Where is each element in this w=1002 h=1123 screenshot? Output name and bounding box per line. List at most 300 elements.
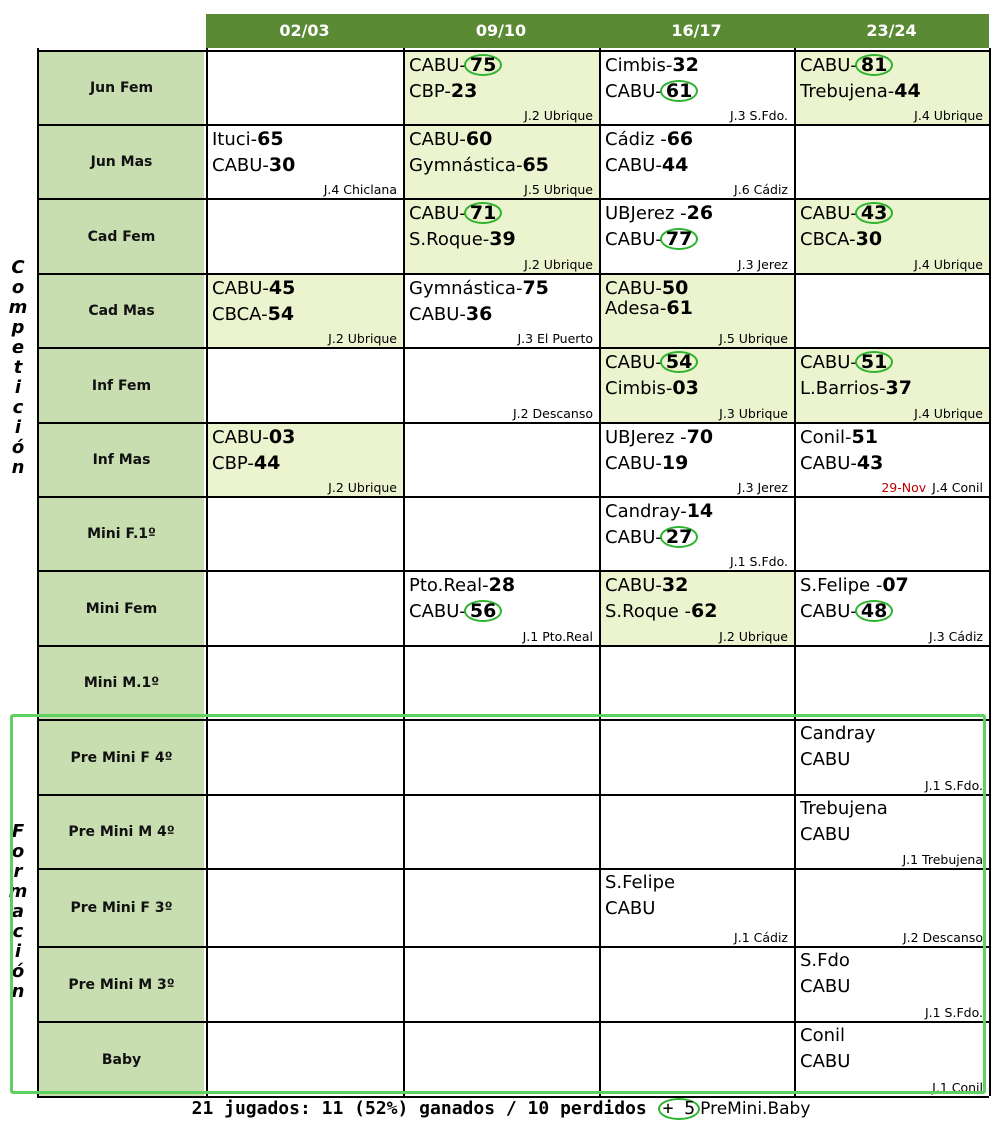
venue-text: J.1 S.Fdo. (924, 1005, 983, 1020)
column-header-02-03: 02/03 (206, 14, 403, 48)
matchday-venue (719, 331, 788, 346)
grid-hline (37, 794, 989, 796)
grid-vline (794, 48, 796, 1096)
matchday-venue (517, 331, 593, 346)
row-label-jun-fem: Jun Fem (39, 52, 204, 124)
team-name: S.Felipe (800, 575, 876, 596)
grid-hline (37, 50, 989, 52)
game-cell (796, 52, 989, 124)
team-line (212, 452, 280, 475)
venue-text: J.2 Ubrique (524, 257, 593, 272)
team-name: CABU (800, 55, 851, 76)
matchday-venue (324, 182, 397, 197)
team-name: CABU (409, 203, 460, 224)
column-header-16-17: 16/17 (599, 14, 794, 48)
team-name: CABU (800, 203, 851, 224)
venue-text: J.3 El Puerto (517, 331, 593, 346)
score: 44 (661, 154, 689, 176)
game-cell (796, 721, 989, 794)
team-name: CABU (212, 278, 263, 299)
score-dash: - (250, 129, 258, 150)
score-dash: - (515, 155, 523, 176)
side-letter: i (14, 941, 22, 962)
team-line (800, 798, 888, 820)
grid-hline (37, 719, 989, 721)
venue-text: J.4 Ubrique (914, 257, 983, 272)
score-dash: - (665, 55, 673, 76)
team-line (800, 80, 921, 103)
empty-cell (796, 498, 989, 570)
row-label-inf-fem: Inf Fem (39, 349, 204, 422)
score: 32 (661, 574, 689, 596)
row-label-mini-m-1-: Mini M.1º (39, 647, 204, 719)
team-name: UBJerez (605, 203, 681, 224)
team-name: CABU (605, 575, 656, 596)
game-cell (796, 796, 989, 868)
team-name: CABU (409, 55, 460, 76)
team-line (409, 202, 502, 225)
side-letter: F (11, 821, 25, 842)
grid-hline (37, 868, 989, 870)
team-name: CABU (800, 749, 851, 770)
venue-text: J.4 Conil (932, 480, 983, 495)
score-dash: - (879, 378, 886, 399)
grid-hline (37, 347, 989, 349)
column-header-09-10: 09/10 (403, 14, 599, 48)
score-dash: - (875, 575, 883, 596)
score-dash: - (684, 601, 691, 622)
game-cell (601, 200, 794, 273)
score-dash: - (680, 501, 687, 522)
grid-hline (37, 198, 989, 200)
matchday-venue (914, 406, 983, 421)
score: 50 (661, 277, 689, 299)
empty-cell (601, 948, 794, 1021)
score: 75 (522, 277, 549, 299)
grid-hline (37, 496, 989, 498)
venue-text: J.3 S.Fdo. (729, 108, 788, 123)
game-cell (405, 126, 599, 198)
grid-hline (37, 273, 989, 275)
team-line (409, 54, 502, 77)
score-dash: - (459, 203, 466, 224)
score-dash: - (261, 304, 268, 325)
grid-vline (37, 48, 39, 1096)
score: 07 (882, 574, 909, 596)
schedule-grid (37, 14, 989, 1096)
score-dash: - (845, 427, 852, 448)
matchday-venue (929, 629, 983, 644)
team-line (800, 54, 893, 77)
score: 61 (666, 297, 693, 319)
empty-cell (208, 796, 403, 868)
team-name: CABU (800, 976, 851, 997)
empty-cell (796, 126, 989, 198)
team-name: UBJerez (605, 427, 681, 448)
game-cell (601, 498, 794, 570)
header-corner (37, 14, 206, 48)
matchday-venue (903, 930, 983, 945)
venue-text: J.5 Ubrique (719, 331, 788, 346)
team-name: S.Roque (605, 601, 685, 622)
row-label-jun-mas: Jun Mas (39, 126, 204, 198)
team-name: CABU (800, 453, 851, 474)
score-dash: - (482, 575, 489, 596)
matchday-venue (932, 1080, 983, 1095)
team-name: Trebujena (800, 798, 888, 819)
matchday-venue (524, 257, 593, 272)
team-name: CABU (212, 155, 263, 176)
empty-cell (796, 275, 989, 347)
team-line (800, 600, 893, 623)
score: 14 (686, 500, 714, 522)
side-letter: C (11, 257, 25, 278)
team-name: CBCA (212, 304, 262, 325)
side-letter: r (13, 861, 23, 882)
venue-text: J.2 Descanso (512, 406, 593, 421)
score: 37 (885, 377, 912, 399)
score: 44 (894, 80, 921, 102)
score-dash: - (655, 453, 662, 474)
team-line (800, 723, 876, 745)
venue-text: J.1 Pto.Real (522, 629, 593, 644)
team-name: CABU (605, 81, 656, 102)
empty-cell (405, 349, 599, 422)
column-header-23-24: 23/24 (794, 14, 989, 48)
venue-text: J.3 Jerez (737, 257, 788, 272)
score-dash: - (262, 155, 269, 176)
team-line (605, 202, 713, 225)
matchday-venue (719, 629, 788, 644)
team-name: CABU (409, 129, 460, 150)
matchday-venue (513, 406, 593, 421)
score-dash: - (850, 352, 857, 373)
empty-cell (208, 948, 403, 1021)
side-letter: m (8, 881, 28, 902)
team-name: Cimbis (605, 55, 666, 76)
team-name: Candray (605, 501, 681, 522)
score: 28 (488, 574, 516, 596)
score: 65 (257, 128, 284, 150)
winning-score: 43 (855, 202, 893, 224)
matchday-venue (719, 406, 788, 421)
venue-text: J.1 Trebujena (902, 852, 983, 867)
grid-hline (37, 645, 989, 647)
team-line (800, 351, 893, 374)
matchday-venue (738, 480, 788, 495)
grid-vline (206, 48, 208, 1096)
score-dash: - (850, 203, 857, 224)
score: 32 (672, 54, 699, 76)
team-line (212, 277, 295, 300)
score: 39 (489, 228, 516, 250)
side-letter: i (14, 377, 22, 398)
grid-vline (989, 48, 991, 1096)
empty-cell (208, 498, 403, 570)
game-cell (405, 52, 599, 124)
score: 23 (450, 80, 478, 102)
team-line (605, 600, 717, 623)
score: 44 (253, 452, 281, 474)
matchday-venue (328, 480, 397, 495)
team-line (605, 54, 699, 77)
venue-text: J.2 Ubrique (719, 629, 788, 644)
team-name: CABU (605, 898, 656, 919)
venue-text: J.3 Jerez (737, 480, 788, 495)
score-dash: - (655, 278, 662, 299)
score-dash: - (459, 129, 466, 150)
team-name: Cádiz (605, 129, 661, 150)
team-line (800, 426, 878, 449)
score: 45 (268, 277, 296, 299)
grid-hline (37, 570, 989, 572)
team-line (409, 574, 515, 597)
venue-text: J.4 Ubrique (914, 108, 983, 123)
empty-cell (208, 1023, 403, 1096)
side-letter: c (12, 921, 24, 942)
side-letter: c (12, 397, 24, 418)
game-cell (601, 275, 794, 347)
competicion-side-label (8, 258, 28, 478)
score: 65 (522, 154, 549, 176)
score-dash: - (680, 427, 687, 448)
game-cell (601, 870, 794, 946)
game-cell (208, 275, 403, 347)
venue-text: J.1 Cádiz (734, 930, 788, 945)
winning-score: 56 (464, 600, 502, 622)
venue-text: J.3 Ubrique (719, 406, 788, 421)
empty-cell (601, 721, 794, 794)
game-cell (796, 1023, 989, 1096)
winning-score: 27 (660, 526, 698, 548)
team-line (605, 297, 693, 320)
team-name: CABU (605, 527, 656, 548)
grid-vline (599, 48, 601, 1096)
side-letter: o (11, 841, 25, 862)
score-dash: - (665, 378, 673, 399)
team-name: Cimbis (605, 378, 666, 399)
score-dash: - (262, 278, 269, 299)
empty-cell (208, 200, 403, 273)
team-name: Conil (800, 427, 845, 448)
side-letter: m (8, 297, 28, 318)
score-dash: - (459, 601, 466, 622)
score-dash: - (655, 155, 662, 176)
team-line (409, 303, 492, 326)
winning-score: 81 (855, 54, 893, 76)
score-dash: - (655, 81, 662, 102)
team-line (800, 574, 909, 597)
score-dash: - (850, 601, 857, 622)
matchday-venue (734, 930, 788, 945)
venue-text: J.3 Cádiz (929, 629, 983, 644)
team-name: CABU (605, 155, 656, 176)
empty-cell (796, 870, 989, 946)
side-letter: p (11, 317, 25, 338)
game-cell (405, 572, 599, 645)
team-line (800, 228, 882, 251)
venue-text: J.1 S.Fdo. (924, 778, 983, 793)
grid-hline (37, 124, 989, 126)
team-line (800, 452, 883, 475)
row-label-pre-mini-m-4-: Pre Mini M 4º (39, 796, 204, 868)
team-name: Trebujena (800, 81, 888, 102)
team-line (605, 574, 688, 597)
score: 66 (666, 128, 694, 150)
matchday-venue (523, 629, 593, 644)
team-line (605, 452, 688, 475)
venue-text: J.5 Ubrique (524, 182, 593, 197)
venue-text: J.1 Conil (932, 1080, 983, 1095)
team-line (800, 950, 850, 972)
team-name: Gymnástica (409, 278, 516, 299)
empty-cell (208, 349, 403, 422)
matchday-venue (881, 480, 983, 495)
score: 43 (856, 452, 884, 474)
team-line (409, 228, 516, 251)
team-line (605, 526, 698, 549)
empty-cell (601, 647, 794, 719)
matchday-venue (914, 108, 983, 123)
score: 70 (686, 426, 714, 448)
grid-vline (403, 48, 405, 1096)
score: 54 (267, 303, 295, 325)
score: 30 (855, 228, 883, 250)
score-dash: - (849, 229, 856, 250)
team-name: CBCA (800, 229, 850, 250)
venue-text: J.2 Descanso (902, 930, 983, 945)
row-label-cad-fem: Cad Fem (39, 200, 204, 273)
team-line (800, 824, 850, 846)
empty-cell (405, 424, 599, 496)
winning-score: 61 (660, 80, 698, 102)
score-dash: - (680, 203, 687, 224)
formacion-side-label (8, 822, 28, 1002)
team-name: Ituci (212, 129, 251, 150)
team-line (605, 351, 698, 374)
score-dash: - (655, 575, 662, 596)
venue-text: J.2 Ubrique (328, 331, 397, 346)
team-name: CABU (212, 427, 263, 448)
row-label-mini-f-1-: Mini F.1º (39, 498, 204, 570)
winning-score: 77 (660, 228, 698, 250)
row-label-pre-mini-f-3-: Pre Mini F 3º (39, 870, 204, 946)
row-label-mini-fem: Mini Fem (39, 572, 204, 645)
matchday-venue (925, 1005, 983, 1020)
team-line (212, 154, 295, 177)
empty-cell (405, 948, 599, 1021)
score-dash: - (659, 298, 667, 319)
score: 26 (686, 202, 714, 224)
team-name: Pto.Real (409, 575, 483, 596)
empty-cell (405, 647, 599, 719)
team-name: CBP (409, 81, 445, 102)
game-cell (796, 948, 989, 1021)
row-label-pre-mini-f-4-: Pre Mini F 4º (39, 721, 204, 794)
score-dash: - (660, 129, 667, 150)
score: 03 (672, 377, 699, 399)
score: 30 (268, 154, 296, 176)
game-date: 29-Nov (881, 480, 927, 495)
score-dash: - (444, 81, 451, 102)
team-name: L.Barrios (800, 378, 880, 399)
winning-score: 48 (855, 600, 893, 622)
team-name: S.Felipe (605, 872, 676, 893)
score-dash: - (247, 453, 254, 474)
team-name: CBP (212, 453, 248, 474)
matchday-venue (925, 778, 983, 793)
score-dash: - (655, 229, 662, 250)
empty-cell (208, 572, 403, 645)
game-cell (208, 424, 403, 496)
venue-text: J.1 S.Fdo. (729, 554, 788, 569)
empty-cell (405, 870, 599, 946)
score-dash: - (262, 427, 269, 448)
team-line (605, 128, 693, 151)
team-name: CABU (605, 352, 656, 373)
game-cell (601, 424, 794, 496)
team-line (605, 500, 713, 523)
game-cell (601, 52, 794, 124)
team-name: Adesa (605, 298, 660, 319)
team-line (409, 154, 549, 177)
row-label-pre-mini-m-3-: Pre Mini M 3º (39, 948, 204, 1021)
venue-text: J.4 Chiclana (323, 182, 397, 197)
team-name: Conil (800, 1025, 845, 1046)
game-cell (796, 200, 989, 273)
empty-cell (405, 796, 599, 868)
team-line (605, 228, 698, 251)
score: 03 (268, 426, 296, 448)
team-name: CABU (605, 453, 656, 474)
winning-score: 54 (660, 351, 698, 373)
score-dash: - (515, 278, 523, 299)
venue-text: J.6 Cádiz (734, 182, 788, 197)
matchday-venue (902, 852, 983, 867)
team-line (800, 377, 912, 400)
grid-hline (37, 422, 989, 424)
team-name: CABU (409, 601, 460, 622)
team-line (212, 303, 294, 326)
matchday-venue (524, 108, 593, 123)
team-line (409, 600, 502, 623)
score-dash: - (887, 81, 895, 102)
extra-games-label: PreMini.Baby (700, 1099, 811, 1119)
side-letter: a (11, 901, 25, 922)
venue-text: J.2 Ubrique (524, 108, 593, 123)
team-line (212, 128, 284, 151)
side-letter: e (11, 337, 25, 358)
score-dash: - (850, 453, 857, 474)
empty-cell (208, 647, 403, 719)
row-label-cad-mas: Cad Mas (39, 275, 204, 347)
team-name: CABU (605, 278, 656, 299)
score-dash: - (850, 55, 857, 76)
summary-footer (0, 1098, 1002, 1120)
team-name: Gymnástica (409, 155, 516, 176)
game-cell (796, 572, 989, 645)
team-line (605, 80, 698, 103)
score-dash: - (655, 527, 662, 548)
team-name: CABU (800, 352, 851, 373)
empty-cell (601, 1023, 794, 1096)
game-cell (601, 572, 794, 645)
matchday-venue (738, 257, 788, 272)
team-line (800, 202, 893, 225)
team-line (800, 976, 850, 998)
side-letter: n (11, 981, 25, 1002)
side-letter: t (13, 357, 23, 378)
